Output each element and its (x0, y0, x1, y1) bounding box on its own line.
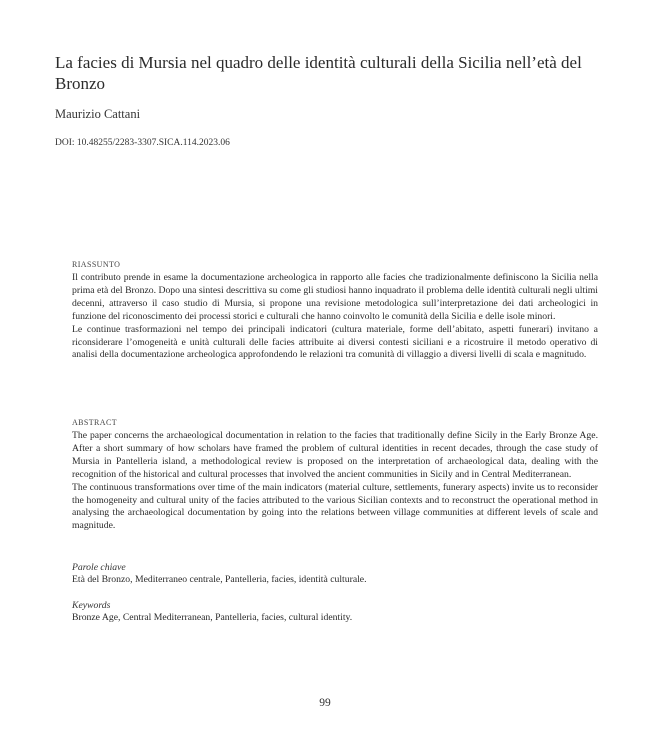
abstract-heading: ABSTRACT (72, 418, 117, 427)
riassunto-heading: RIASSUNTO (72, 260, 121, 269)
parole-chiave-text: Età del Bronzo, Mediterraneo centrale, Pantelleria, facies, identità culturale. (72, 574, 367, 585)
abstract-paragraph: The paper concerns the archaeological documentation in relation to the facies that traditionally define Sicily in the Early Bronze Age. After a short summary of how scholars have framed the problem of cultural identities in recent decades, through the case study of Mursia in Pantelleria island, a methodological review is proposed on the interpretation of archaeological data, dealing with the recognition of the historical and cultural processes that involved the ancient communities in Sicily and in Central Mediterranean. (72, 430, 598, 480)
author-name: Maurizio Cattani (55, 107, 141, 121)
riassunto-paragraph: Il contributo prende in esame la documentazione archeologica in rapporto alle facies che tradizionalmente definiscono la Sicilia nella prima età del Bronzo. Dopo una sintesi descrittiva su come gli studiosi hanno inquadrato il problema delle identità culturali negli ultimi decenni, attraverso il caso studio di Mursia, si propone una revisione metodologica sull’interpretazione dei dati archeologici in funzione del riconoscimento dei processi storici e culturali che hanno coinvolto le comunità della Sicilia e delle isole minori. (72, 272, 598, 322)
keywords-section (72, 599, 598, 625)
abstract-section (72, 417, 598, 533)
keywords-text: Bronze Age, Central Mediterranean, Pantelleria, facies, cultural identity. (72, 612, 353, 623)
doi: DOI: 10.48255/2283-3307.SICA.114.2023.06 (55, 138, 230, 148)
paper-title: La facies di Mursia nel quadro delle identità culturali della Sicilia nell’età del Bronzo (55, 53, 582, 93)
parole-chiave-section (72, 561, 598, 587)
riassunto-paragraph: Le continue trasformazioni nel tempo dei principali indicatori (cultura materiale, forme dell’abitato, aspetti funerari) invitano a riconsiderare l’omogeneità e unità culturali delle facies attribuite ai diversi contesti siciliani e a ricostruire il metodo operativo di analisi della documentazione archeologica approfondendo le relazioni tra comunità di villaggio a diversi livelli di scala e magnitudo. (72, 323, 598, 361)
riassunto-section (72, 259, 598, 362)
keywords-heading: Keywords (72, 600, 111, 611)
parole-chiave-heading: Parole chiave (72, 562, 126, 573)
page-number: 99 (319, 697, 331, 709)
abstract-paragraph: The continuous transformations over time of the main indicators (material culture, settlements, funerary aspects) invite us to reconsider the homogeneity and cultural unity of the facies attributed to the various Sicilian contexts and to reconstruct the operational method in analysing the archaeological documentation by going into the relations between village communities at different levels of scale and magnitude. (72, 481, 598, 532)
